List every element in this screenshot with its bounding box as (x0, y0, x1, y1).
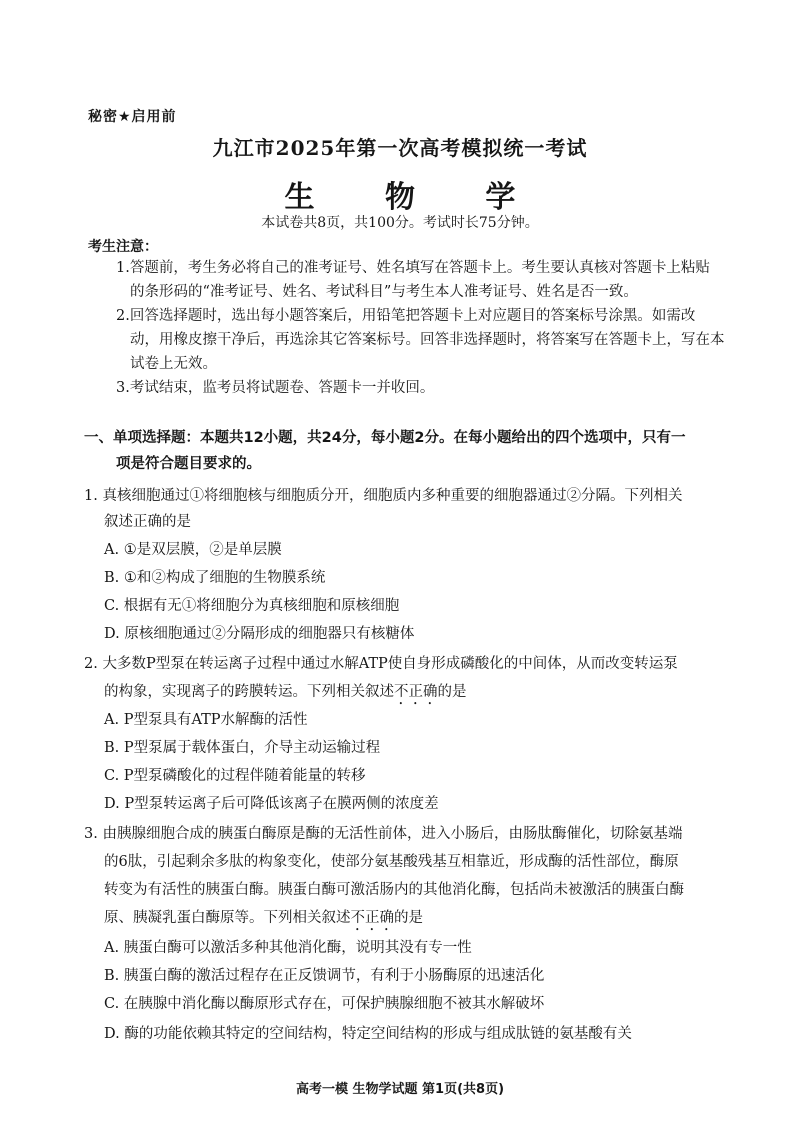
subject-title: 生 物 学 (284, 180, 546, 215)
q3-option-d: D. 酶的功能依赖其特定的空间结构，特定空间结构的形成与组成肽链的氨基酸有关 (104, 1026, 632, 1042)
q2-stem-line-2 (104, 682, 467, 708)
page-footer: 高考一模 生物学试题 第1页(共8页) (295, 1082, 505, 1097)
q2-stem-suffix: 的是 (437, 684, 467, 700)
q3-stem-line-2: 的6肽，引起剩余多肽的构象变化，使部分氨基酸残基互相靠近，形成酶的活性部位，酶原 (104, 854, 679, 870)
exam-meta: 本试卷共8页，共100分。考试时长75分钟。 (261, 215, 539, 231)
q3-option-a: A. 胰蛋白酶可以激活多种其他消化酶，说明其没有专一性 (104, 940, 472, 956)
q3-stem-line-4 (104, 908, 423, 934)
q1-option-d: D. 原核细胞通过②分隔形成的细胞器只有核糖体 (104, 626, 415, 642)
q3-negation-emphasis: 不正确 (350, 910, 394, 926)
q2-stem-line-1: 2. 大多数P型泵在转运离子过程中通过水解ATP使自身形成磷酸化的中间体，从而改变转运泵 (84, 656, 678, 672)
q1-option-a: A. ①是双层膜，②是单层膜 (104, 542, 282, 558)
section-1-heading-line-2: 项是符合题目要求的。 (116, 456, 261, 472)
q1-stem-line-2: 叙述正确的是 (104, 514, 191, 530)
q1-stem-line-1: 1. 真核细胞通过①将细胞核与细胞质分开，细胞质内多种重要的细胞器通过②分隔。下列相关 (84, 488, 683, 504)
section-1-heading-line-1: 一、单项选择题：本题共12小题，共24分，每小题2分。在每小题给出的四个选项中，只有一 (84, 430, 686, 446)
notice-item-3: 3.考试结束，监考员将试题卷、答题卡一并收回。 (116, 380, 435, 396)
q3-stem-line-1: 3. 由胰腺细胞合成的胰蛋白酶原是酶的无活性前体，进入小肠后，由肠肽酶催化，切除氨基端 (84, 826, 683, 842)
notice-item-2-line-2: 动，用橡皮擦干净后，再选涂其它答案标号。回答非选择题时，将答案写在答题卡上，写在本 (130, 332, 725, 348)
q2-option-b: B. P型泵属于载体蛋白，介导主动运输过程 (104, 740, 381, 756)
notice-item-2-line-3: 试卷上无效。 (130, 356, 217, 372)
notice-item-2-line-1: 2.回答选择题时，选出每小题答案后，用铅笔把答题卡上对应题目的答案标号涂黑。如需改 (116, 308, 696, 324)
exam-title: 九江市2025年第一次高考模拟统一考试 (212, 136, 588, 160)
q1-option-b: B. ①和②构成了细胞的生物膜系统 (104, 570, 326, 586)
notice-item-1-line-1: 1.答题前，考生务必将自己的准考证号、姓名填写在答题卡上。考生要认真核对答题卡上粘贴 (116, 260, 710, 276)
q2-negation-emphasis: 不正确 (394, 684, 438, 700)
confidential-label: 秘密★启用前 (88, 109, 177, 125)
q3-stem-suffix: 的是 (394, 910, 423, 926)
notice-heading: 考生注意： (88, 239, 158, 255)
q3-stem-prefix: 原、胰凝乳蛋白酶原等。下列相关叙述 (104, 910, 351, 926)
q3-stem-line-3: 转变为有活性的胰蛋白酶。胰蛋白酶可激活肠内的其他消化酶，包括尚未被激活的胰蛋白酶 (104, 882, 684, 898)
q2-option-d: D. P型泵转运离子后可降低该离子在膜两侧的浓度差 (104, 796, 439, 812)
q2-stem-prefix: 的构象，实现离子的跨膜转运。下列相关叙述 (104, 684, 394, 700)
q3-option-b: B. 胰蛋白酶的激活过程存在正反馈调节，有利于小肠酶原的迅速活化 (104, 968, 545, 984)
q2-option-c: C. P型泵磷酸化的过程伴随着能量的转移 (104, 768, 366, 784)
q2-option-a: A. P型泵具有ATP水解酶的活性 (104, 712, 308, 728)
q3-option-c: C. 在胰腺中消化酶以酶原形式存在，可保护胰腺细胞不被其水解破坏 (104, 996, 545, 1012)
notice-item-1-line-2: 的条形码的“准考证号、姓名、考试科目”与考生本人准考证号、姓名是否一致。 (130, 284, 638, 300)
q1-option-c: C. 根据有无①将细胞分为真核细胞和原核细胞 (104, 598, 400, 614)
